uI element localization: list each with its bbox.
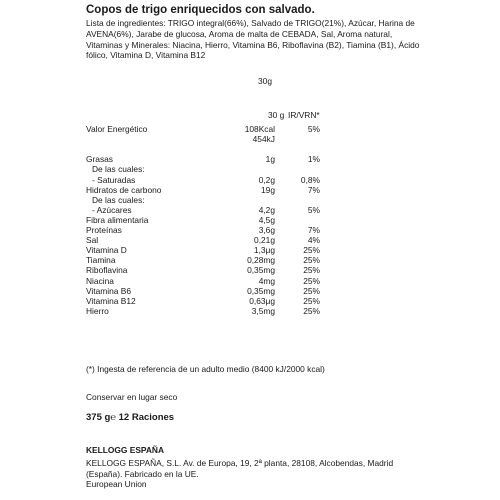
nutrient-value: 19g [261, 184, 275, 195]
nutrient-reference-percent: 1% [307, 154, 320, 165]
nutrient-label: Vitamina B12 [86, 295, 136, 306]
origin-region: European Union [86, 479, 147, 489]
reference-intake-footnote: (*) Ingesta de referencia de un adulto medio (8400 kJ/2000 kcal) [86, 364, 325, 374]
ingredients-list: Lista de ingredientes: TRIGO integral(66%), Salvado de TRIGO(21%), Azúcar, Harina de AVENA(6%), Jarabe de glucosa, Aroma de malta de CEBADA, Sal, Aroma natural, Vitaminas y Minerales: Niacina, Hierro, Vitamina B6, Riboflavina (B2), Tiamina (B1), Ácido fólico, Vitamina D, Vitamina B12 [86, 18, 420, 61]
nutrient-label: Hierro [86, 305, 109, 316]
nutrient-label: Valor Energético [86, 124, 148, 134]
net-weight: 375 g℮ 12 Raciones [86, 412, 175, 423]
nutrient-reference-percent: 0,8% [300, 174, 320, 185]
nutrient-label: Tiamina [86, 255, 116, 266]
nutrient-reference-percent: 25% [303, 285, 320, 296]
nutrient-reference-percent: 25% [303, 295, 320, 306]
nutrient-value: 0,21g [254, 235, 275, 246]
nutrient-reference-percent: 7% [307, 225, 320, 235]
nutrient-value: 0,2g [258, 174, 275, 185]
nutrient-value: 1g [265, 154, 275, 165]
column-header-serving: 30 g [268, 110, 285, 120]
product-title: Copos de trigo enriquecidos con salvado. [86, 4, 315, 16]
manufacturer-name: KELLOGG ESPAÑA [86, 445, 165, 455]
nutrient-label: Vitamina B6 [86, 285, 132, 296]
nutrient-label: Fibra alimentaria [86, 214, 149, 225]
nutrient-reference-percent: 25% [303, 275, 320, 286]
nutrient-label: De las cuales: [92, 194, 145, 205]
nutrient-reference-percent: 5% [307, 204, 320, 215]
nutrient-label: Vitamina D [86, 245, 127, 256]
nutrient-value: 4mg [258, 275, 275, 286]
nutrient-label: Riboflavina [86, 265, 128, 276]
nutrient-value: 0,35mg [247, 265, 275, 276]
serving-size-header: 30g [258, 76, 272, 86]
nutrient-value: 3,6g [258, 225, 275, 235]
manufacturer-address: KELLOGG ESPAÑA, S.L. Av. de Europa, 19, 2ª planta, 28108, Alcobendas, Madrid (España). Fabricado en la UE. [86, 458, 394, 479]
nutrient-value: 0,35mg [247, 285, 275, 296]
nutrient-label: De las cuales: [92, 164, 145, 175]
nutrient-label: Hidratos de carbono [86, 184, 162, 195]
nutrient-reference-percent: 25% [303, 305, 320, 316]
storage-instructions: Conservar en lugar seco [86, 392, 178, 402]
nutrient-value: 0,63μg [249, 295, 275, 306]
nutrient-value: 3,5mg [251, 305, 275, 316]
nutrient-label: Grasas [86, 154, 113, 165]
nutrient-value: 4,2g [258, 204, 275, 215]
nutrient-reference-percent: 25% [303, 245, 320, 256]
nutrient-label: Proteínas [86, 225, 122, 235]
nutrient-reference-percent: 5% [307, 124, 320, 134]
nutrient-label: Niacina [86, 275, 114, 286]
nutrient-value: 4,5g [258, 214, 275, 225]
nutrient-label: Sal [86, 235, 99, 246]
nutrient-label: - Saturadas [92, 174, 136, 185]
nutrient-reference-percent: 7% [307, 184, 320, 195]
nutrient-value: 454kJ [252, 134, 275, 145]
nutrient-label: - Azúcares [92, 204, 132, 215]
nutrition-row [0, 306, 500, 317]
nutrient-value: 1,3μg [253, 245, 275, 256]
column-header-reference-intake: IR/VRN* [288, 110, 320, 120]
nutrient-value: 108Kcal [244, 124, 275, 134]
nutrient-reference-percent: 25% [303, 265, 320, 276]
nutrient-value: 0,28mg [247, 255, 275, 266]
nutrient-reference-percent: 4% [307, 235, 320, 246]
nutrient-reference-percent: 25% [303, 255, 320, 266]
